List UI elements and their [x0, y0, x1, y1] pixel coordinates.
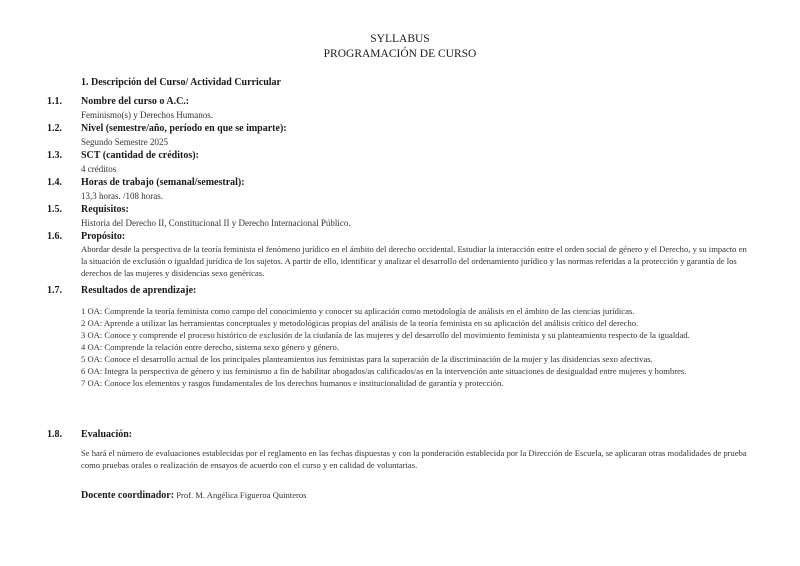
purpose-text: Abordar desde la perspectiva de la teoría feminista el fenómeno jurídico en el ámbito del derecho occidental. Estudiar la interacción entre el orden social de género y el Derecho, y su impacto en la situación de exclusión o igualdad jurídica de los sujetos. A partir de ello, identificar y analizar el desarrollo del ordenamiento jurídico y las normas referidas a la protección y garantía de los derechos de las mujeres y disidencias sexo genéricas.: [81, 244, 747, 278]
item-label-requirements: Requisitos:: [81, 204, 129, 215]
coordinator-name: Prof. M. Angélica Figueroa Quinteros: [174, 490, 307, 500]
learning-outcomes-list: [81, 305, 753, 389]
item-value-requirements: Historia del Derecho II, Constitucional II y Derecho Internacional Público.: [81, 218, 351, 228]
item-label-level: Nivel (semestre/año, período en que se imparte):: [81, 123, 287, 134]
coordinator-line: [81, 490, 307, 501]
item-number: 1.8.: [47, 429, 62, 440]
purpose-paragraph: [81, 243, 753, 279]
list-item: 6 OA: Integra la perspectiva de género y ius feminismo a fin de habilitar abogados/as calificados/as en la intervención ante situaciones de desigualdad entre mujeres y hombres.: [81, 366, 687, 376]
list-item: 1 OA: Comprende la teoría feminista como campo del conocimiento y conocer su aplicación como metodología de análisis en el ámbito de las ciencias jurídicas.: [81, 306, 635, 316]
item-value-hours: 13,3 horas. /108 horas.: [81, 191, 163, 201]
item-label-course-name: Nombre del curso o A.C.:: [81, 96, 190, 107]
item-value-credits: 4 créditos: [81, 164, 117, 174]
list-item: 3 OA: Conoce y comprende el proceso histórico de exclusión de la ciudanía de las mujeres y del desarrollo del movimiento feminista y su planteamiento respecto de la igualdad.: [81, 330, 690, 340]
item-label-evaluation: Evaluación:: [81, 429, 133, 440]
list-item: 7 OA: Conoce los elementos y rasgos fundamentales de los derechos humanos e institucionalidad de garantía y protección.: [81, 378, 504, 388]
item-label-learning-outcomes: Resultados de aprendizaje:: [81, 285, 197, 296]
list-item: 5 OA: Conoce el desarrollo actual de los principales planteamientos ius feministas para la superación de la discriminación de la mujer y las disidencias sexo afectivas.: [81, 354, 653, 364]
item-number: 1.1.: [47, 96, 62, 107]
evaluation-text: Se hará el número de evaluaciones establecidas por el reglamento en las fechas dispuestas y con la ponderación establecida por la Dirección de Escuela, se aplicaran otras modalidades de prueba como pruebas orales o realización de ensayos de acuerdo con el curso y en calidad de voluntarias.: [81, 448, 747, 470]
document-subtitle: PROGRAMACIÓN DE CURSO: [323, 48, 477, 60]
item-number: 1.6.: [47, 231, 62, 242]
item-value-level: Segundo Semestre 2025: [81, 137, 168, 147]
list-item: 2 OA: Aprende a utilizar las herramientas conceptuales y metodológicas propias del análisis de la teoría feminista en su aplicación del análisis crítico del derecho.: [81, 318, 639, 328]
item-number: 1.5.: [47, 204, 62, 215]
item-value-course-name: Feminismo(s) y Derechos Humanos.: [81, 110, 213, 120]
document-title: SYLLABUS: [370, 33, 430, 45]
item-label-purpose: Propósito:: [81, 231, 126, 242]
section-heading: 1. Descripción del Curso/ Actividad Curricular: [81, 77, 281, 88]
item-number: 1.2.: [47, 123, 62, 134]
item-label-credits: SCT (cantidad de créditos):: [81, 150, 199, 161]
list-item: 4 OA: Comprende la relación entre derecho, sistema sexo género y género.: [81, 342, 339, 352]
item-number: 1.7.: [47, 285, 62, 296]
coordinator-label: Docente coordinador:: [81, 490, 175, 501]
evaluation-paragraph: [81, 447, 753, 471]
item-label-hours: Horas de trabajo (semanal/semestral):: [81, 177, 245, 188]
item-number: 1.4.: [47, 177, 62, 188]
item-number: 1.3.: [47, 150, 62, 161]
